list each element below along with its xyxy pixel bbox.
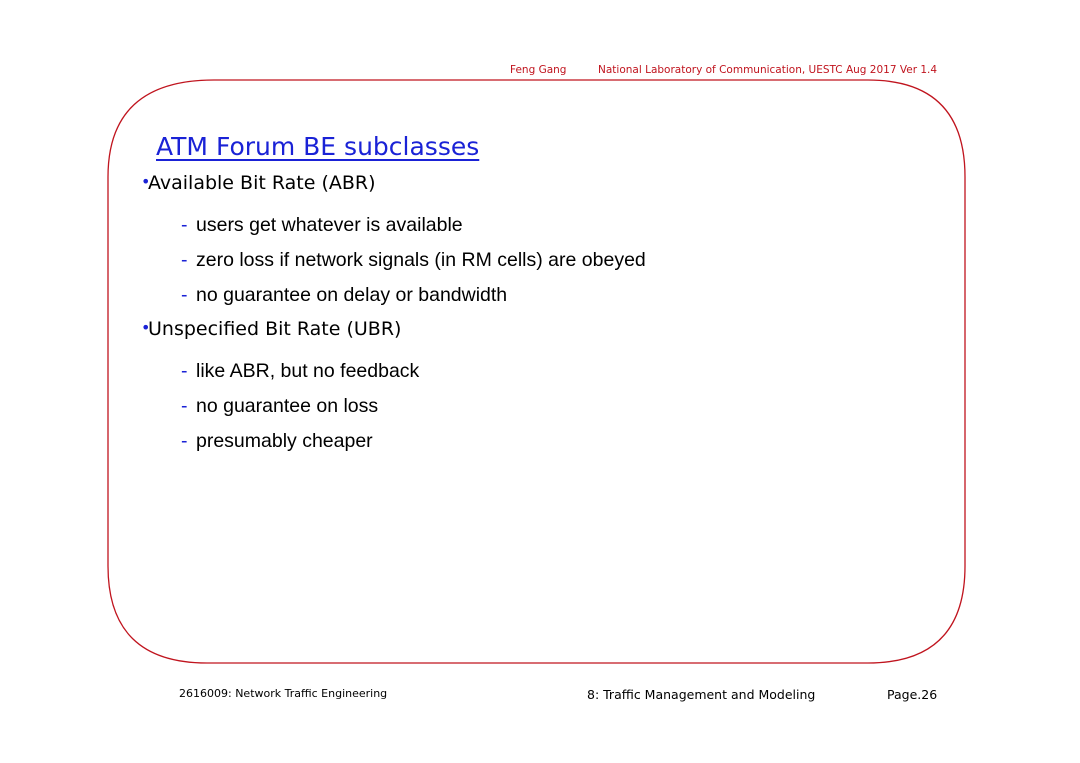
sub-bullet-item [181,249,646,272]
footer-course: 2616009: Network Traffic Engineering [179,687,388,700]
sub-bullet-item [181,430,373,453]
footer-chapter: 8: Traffic Management and Modeling [587,687,816,702]
bullet-dot-icon: • [141,172,151,191]
header-lab-info: National Laboratory of Communication, UESTC Aug 2017 Ver 1.4 [598,64,938,76]
bullet-item [141,318,402,340]
sub-bullet-dash-icon: - [181,430,188,452]
sub-bullet-dash-icon: - [181,284,188,306]
sub-bullet-dash-icon: - [181,360,188,382]
sub-bullet-item [181,214,463,237]
slide-title: ATM Forum BE subclasses [156,132,480,161]
bullet-text: Available Bit Rate (ABR) [148,172,376,194]
sub-bullet-item [181,395,379,418]
sub-bullet-text: no guarantee on delay or bandwidth [196,284,508,306]
footer-page-number: Page.26 [887,687,938,702]
sub-bullet-text: no guarantee on loss [196,395,379,417]
sub-bullet-text: zero loss if network signals (in RM cells) are obeyed [196,249,646,271]
sub-bullet-dash-icon: - [181,214,188,236]
sub-bullet-text: presumably cheaper [196,430,373,452]
bullet-text: Unspecified Bit Rate (UBR) [148,318,402,340]
sub-bullet-text: users get whatever is available [196,214,463,236]
sub-bullet-dash-icon: - [181,395,188,417]
sub-bullet-item [181,284,508,307]
sub-bullet-item [181,360,420,383]
sub-bullet-text: like ABR, but no feedback [196,360,420,382]
bullet-item [141,172,376,194]
header-author: Feng Gang [510,64,567,76]
bullet-dot-icon: • [141,318,151,337]
sub-bullet-dash-icon: - [181,249,188,271]
